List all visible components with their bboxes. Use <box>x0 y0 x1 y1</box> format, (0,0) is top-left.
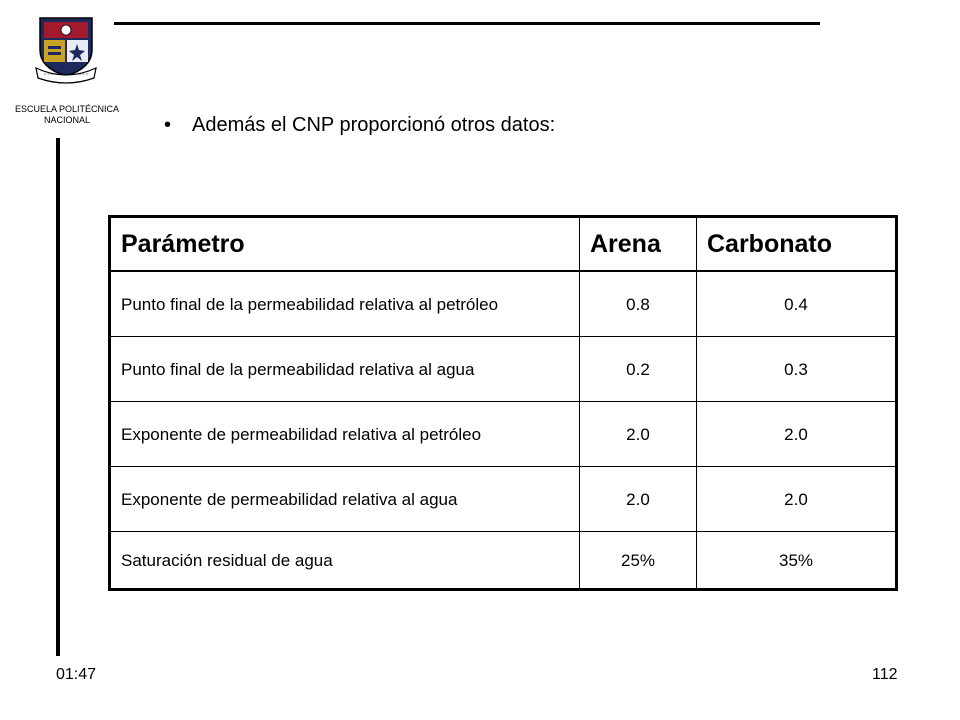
arena-cell: 0.2 <box>580 337 697 402</box>
carbonato-cell: 2.0 <box>697 467 897 532</box>
university-crest-icon <box>34 16 98 84</box>
table-row <box>110 271 897 337</box>
carbonato-cell: 2.0 <box>697 402 897 467</box>
bullet-icon: • <box>164 114 172 136</box>
arena-cell: 25% <box>580 532 697 590</box>
param-cell: Exponente de permeabilidad relativa al agua <box>110 467 580 532</box>
arena-cell: 2.0 <box>580 402 697 467</box>
table-row <box>110 532 897 590</box>
table-row <box>110 402 897 467</box>
institution-name <box>0 104 134 126</box>
footer-page-number: 112 <box>872 666 898 683</box>
carbonato-cell: 0.3 <box>697 337 897 402</box>
arena-cell: 2.0 <box>580 467 697 532</box>
arena-cell: 0.8 <box>580 271 697 337</box>
param-cell: Saturación residual de agua <box>110 532 580 590</box>
parameters-table <box>108 215 898 591</box>
param-cell: Punto final de la permeabilidad relativa al petróleo <box>110 271 580 337</box>
bullet-text: Además el CNP proporcionó otros datos: <box>192 114 556 136</box>
institution-line-2: NACIONAL <box>43 115 90 125</box>
param-cell: Punto final de la permeabilidad relativa al agua <box>110 337 580 402</box>
bullet-item <box>164 112 555 138</box>
header-parametro: Parámetro <box>110 217 580 272</box>
side-divider <box>56 138 60 656</box>
top-divider <box>114 22 820 25</box>
footer-time: 01:47 <box>56 666 97 683</box>
header-carbonato: Carbonato <box>697 217 897 272</box>
institution-line-1: ESCUELA POLITÉCNICA <box>14 104 120 114</box>
carbonato-cell: 0.4 <box>697 271 897 337</box>
carbonato-cell: 35% <box>697 532 897 590</box>
table-header-row <box>110 217 897 272</box>
table-row <box>110 467 897 532</box>
header-arena: Arena <box>580 217 697 272</box>
table-row <box>110 337 897 402</box>
param-cell: Exponente de permeabilidad relativa al petróleo <box>110 402 580 467</box>
